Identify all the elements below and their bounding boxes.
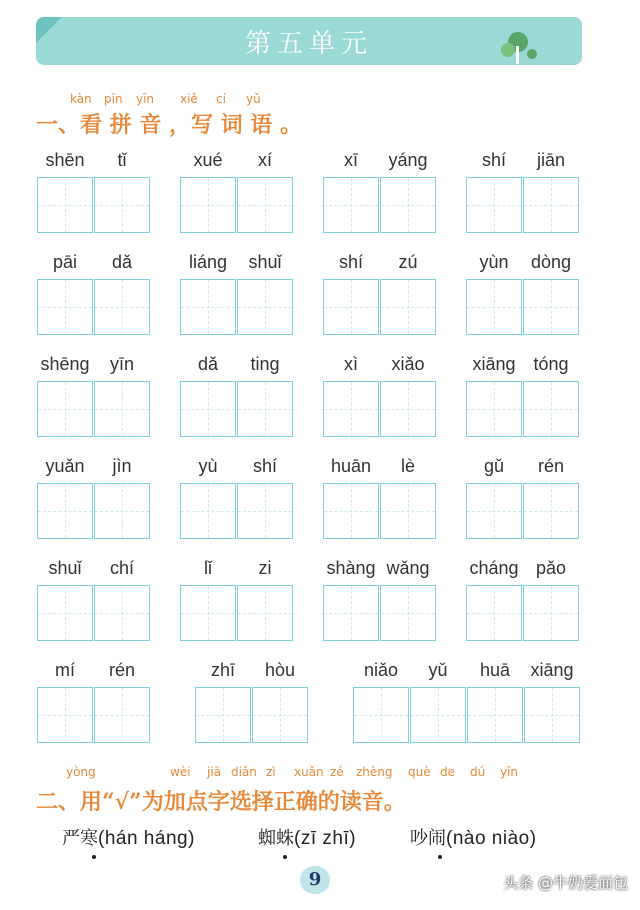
writing-box[interactable] xyxy=(252,687,308,743)
pinyin-label: xiāng xyxy=(530,660,574,680)
pinyin-label: huān xyxy=(331,456,372,476)
writing-box[interactable] xyxy=(410,687,466,743)
choice-options[interactable]: (hán háng) xyxy=(98,828,195,849)
emphasis-dot xyxy=(283,855,287,859)
pinyin-label: dòng xyxy=(531,252,572,272)
pinyin-label: shí xyxy=(253,456,278,476)
pinyin-label: xī xyxy=(344,150,359,170)
writing-box[interactable] xyxy=(237,585,293,641)
writing-box[interactable] xyxy=(37,279,93,335)
writing-box[interactable] xyxy=(237,381,293,437)
pinyin-label: rén xyxy=(538,456,565,476)
writing-box[interactable] xyxy=(94,279,150,335)
writing-box[interactable] xyxy=(195,687,251,743)
emphasis-dot xyxy=(438,855,442,859)
writing-box[interactable] xyxy=(37,483,93,539)
pinyin-label: hòu xyxy=(265,660,296,680)
title-pinyin: zé xyxy=(330,765,344,779)
pinyin-label: xí xyxy=(258,150,273,170)
pinyin-label: zi xyxy=(258,558,272,578)
writing-box[interactable] xyxy=(523,177,579,233)
pinyin-label: zhī xyxy=(211,660,236,680)
pinyin-label: wǎng xyxy=(386,558,430,578)
choice-item-1 xyxy=(62,824,195,850)
writing-box[interactable] xyxy=(323,279,379,335)
choice-options[interactable]: (nào niào) xyxy=(446,828,537,849)
writing-box[interactable] xyxy=(466,177,522,233)
pinyin-label: mí xyxy=(55,660,75,680)
title-pinyin: pīn xyxy=(104,92,123,106)
pinyin-label: xiǎo xyxy=(391,354,425,374)
pinyin-label: shàng xyxy=(326,558,376,578)
pinyin-label: chí xyxy=(110,558,135,578)
pinyin-label: xué xyxy=(193,150,223,170)
pinyin-label: yǔ xyxy=(428,660,448,680)
writing-box[interactable] xyxy=(523,483,579,539)
writing-box[interactable] xyxy=(380,381,436,437)
title-pinyin: què xyxy=(408,765,431,779)
pinyin-label: lǐ xyxy=(204,558,212,578)
writing-box[interactable] xyxy=(94,483,150,539)
writing-box[interactable] xyxy=(37,381,93,437)
writing-box[interactable] xyxy=(180,279,236,335)
writing-box[interactable] xyxy=(37,687,93,743)
pinyin-label: liáng xyxy=(189,252,228,272)
page-number: 9 xyxy=(300,866,330,894)
pinyin-label: yuǎn xyxy=(45,456,85,476)
writing-box[interactable] xyxy=(466,279,522,335)
pinyin-label: yù xyxy=(198,456,218,476)
title-pinyin: yǔ xyxy=(246,92,261,106)
section2-title: 二、用“√”为加点字选择正确的读音。 xyxy=(36,789,406,815)
pinyin-label: jiān xyxy=(537,150,566,170)
pinyin-label: yùn xyxy=(479,252,509,272)
pinyin-label: shí xyxy=(339,252,364,272)
choice-word: 吵闹 xyxy=(410,828,446,849)
pinyin-label: huā xyxy=(480,660,511,680)
writing-box[interactable] xyxy=(323,177,379,233)
title-pinyin: wèi xyxy=(170,765,191,779)
pinyin-label: shí xyxy=(482,150,507,170)
pinyin-label: tǐ xyxy=(117,150,127,170)
choice-item-2 xyxy=(258,824,356,850)
writing-box[interactable] xyxy=(466,585,522,641)
tree-icon xyxy=(488,28,548,64)
choice-word: 严寒 xyxy=(62,828,98,849)
writing-box[interactable] xyxy=(94,687,150,743)
pinyin-label: rén xyxy=(109,660,136,680)
writing-box[interactable] xyxy=(523,381,579,437)
writing-box[interactable] xyxy=(237,177,293,233)
title-pinyin: zì xyxy=(266,765,276,779)
pinyin-label: shuǐ xyxy=(48,558,82,578)
pinyin-label: yáng xyxy=(388,150,428,170)
pinyin-label: shuǐ xyxy=(248,252,282,272)
title-pinyin: xuǎn xyxy=(294,765,324,779)
title-pinyin: diǎn xyxy=(231,765,257,779)
writing-box[interactable] xyxy=(353,687,409,743)
title-pinyin: dú xyxy=(470,765,486,779)
pinyin-label: lè xyxy=(401,456,416,476)
title-pinyin: xiě xyxy=(180,92,198,106)
writing-box[interactable] xyxy=(323,381,379,437)
choice-item-3 xyxy=(410,824,537,850)
writing-box[interactable] xyxy=(180,381,236,437)
pinyin-label: shēn xyxy=(45,150,85,170)
writing-box[interactable] xyxy=(323,585,379,641)
pinyin-label: pāi xyxy=(53,252,78,272)
writing-box[interactable] xyxy=(180,483,236,539)
writing-box[interactable] xyxy=(523,279,579,335)
pinyin-label: shēng xyxy=(40,354,90,374)
pinyin-label: xiāng xyxy=(472,354,516,374)
pinyin-label: ting xyxy=(250,354,280,374)
writing-box[interactable] xyxy=(380,483,436,539)
writing-box[interactable] xyxy=(323,483,379,539)
pinyin-label: pǎo xyxy=(536,558,567,578)
title-pinyin: yīn xyxy=(500,765,519,779)
choice-word: 蜘蛛 xyxy=(258,828,294,849)
title-pinyin: cí xyxy=(216,92,226,106)
title-pinyin: jiā xyxy=(207,765,222,779)
writing-box[interactable] xyxy=(523,585,579,641)
pinyin-label: niǎo xyxy=(364,660,399,680)
title-pinyin: zhèng xyxy=(356,765,393,779)
writing-box[interactable] xyxy=(180,177,236,233)
section1-title: 一、看 拼 音 ，写 词 语 。 xyxy=(36,112,302,138)
writing-box[interactable] xyxy=(94,381,150,437)
writing-box[interactable] xyxy=(180,585,236,641)
pinyin-label: cháng xyxy=(469,558,519,578)
writing-box[interactable] xyxy=(37,585,93,641)
writing-box[interactable] xyxy=(237,483,293,539)
pinyin-label: zú xyxy=(398,252,418,272)
title-pinyin: de xyxy=(440,765,455,779)
pinyin-label: tóng xyxy=(533,354,569,374)
writing-box[interactable] xyxy=(37,177,93,233)
title-pinyin: yòng xyxy=(66,765,96,779)
writing-box[interactable] xyxy=(94,585,150,641)
unit-title: 第五单元 xyxy=(244,29,373,59)
writing-box[interactable] xyxy=(466,483,522,539)
writing-box[interactable] xyxy=(380,279,436,335)
writing-box[interactable] xyxy=(467,687,523,743)
pinyin-label: gǔ xyxy=(484,456,505,476)
pinyin-label: dǎ xyxy=(198,354,219,374)
writing-box[interactable] xyxy=(380,177,436,233)
watermark: 头条 @牛奶爱面包 xyxy=(503,874,628,892)
pinyin-label: jìn xyxy=(112,456,132,476)
pinyin-label: yīn xyxy=(110,354,135,374)
title-pinyin: yīn xyxy=(136,92,155,106)
writing-box[interactable] xyxy=(380,585,436,641)
choice-options[interactable]: (zī zhī) xyxy=(294,828,357,849)
pinyin-label: dǎ xyxy=(112,252,133,272)
writing-box[interactable] xyxy=(524,687,580,743)
title-pinyin: kàn xyxy=(70,92,92,106)
emphasis-dot xyxy=(92,855,96,859)
writing-box[interactable] xyxy=(466,381,522,437)
pinyin-label: xì xyxy=(344,354,359,374)
writing-box[interactable] xyxy=(237,279,293,335)
writing-box[interactable] xyxy=(94,177,150,233)
